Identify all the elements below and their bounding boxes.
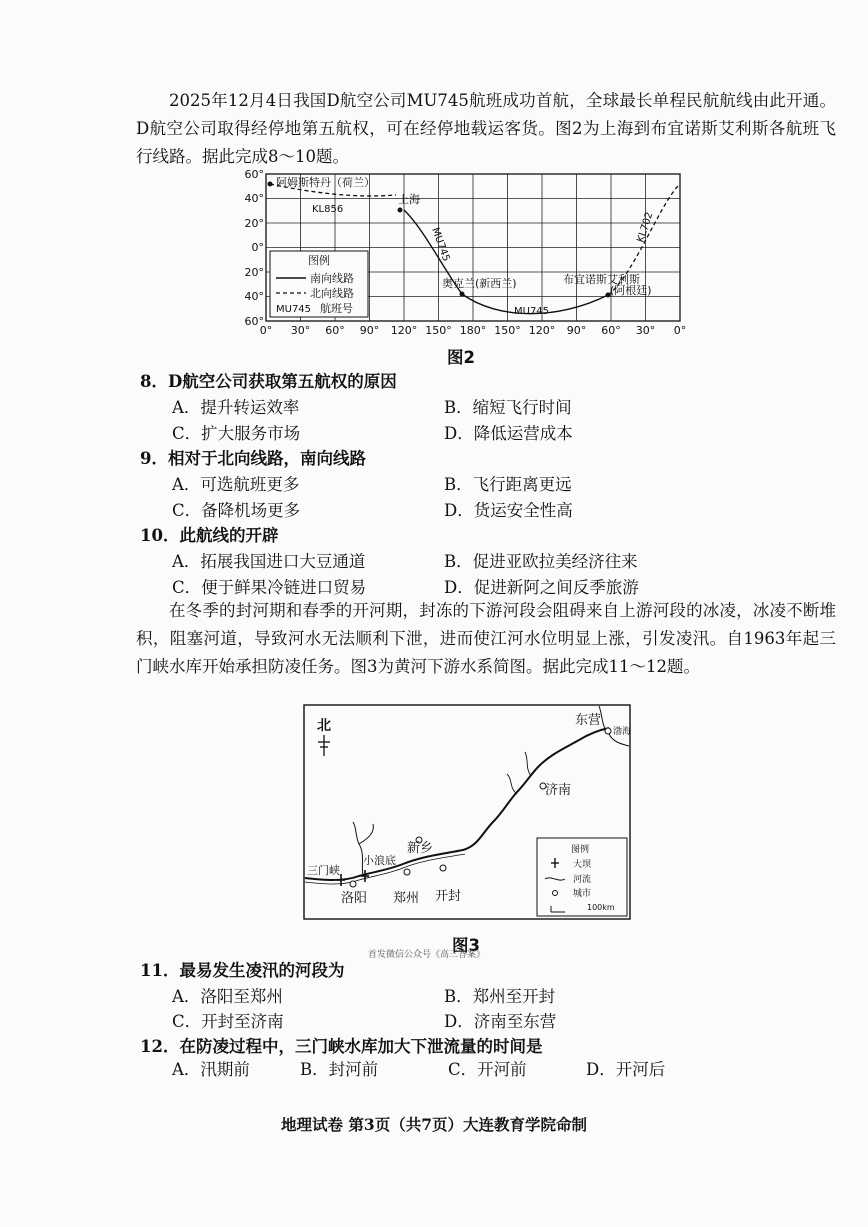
question-8-option-d[interactable]: D．降低运营成本: [444, 424, 573, 443]
question-10-option-c[interactable]: C．便于鲜果冷链进口贸易: [172, 578, 367, 597]
place-argentina: (阿根廷): [610, 284, 652, 297]
x-tick-label: 150°: [425, 324, 452, 337]
question-12-option-b[interactable]: B．封河前: [300, 1060, 379, 1079]
question-9-option-b[interactable]: B．飞行距离更远: [444, 475, 572, 494]
y-tick-label: 20°: [244, 217, 264, 230]
figure-2-legend: [270, 251, 368, 317]
city-xinxiang: 新乡: [407, 841, 434, 856]
city-dot-auckland: [460, 292, 465, 297]
x-tick-label: 0°: [673, 324, 687, 337]
question-10-stem: 10．此航线的开辟: [140, 526, 279, 545]
flight-kl702: KL702: [635, 210, 656, 244]
question-8-option-b[interactable]: B．缩短飞行时间: [444, 398, 572, 417]
question-10-option-a[interactable]: A．拓展我国进口大豆通道: [172, 552, 366, 571]
question-8-stem: 8．D航空公司获取第五航权的原因: [140, 372, 397, 391]
x-tick-label: 30°: [635, 324, 656, 337]
x-tick-label: 150°: [494, 324, 521, 337]
x-tick-label: 60°: [601, 324, 621, 337]
question-9-option-c[interactable]: C．备降机场更多: [172, 501, 301, 520]
legend-code-label: 航班号: [320, 302, 353, 315]
question-12-option-c[interactable]: C．开河前: [448, 1060, 527, 1079]
flight-kl856: KL856: [312, 204, 344, 215]
question-8-option-a[interactable]: A．提升转运效率: [172, 398, 300, 417]
city-luoyang: 洛阳: [341, 891, 368, 906]
page-footer: 地理试卷 第3页（共7页）大连教育学院命制: [281, 1115, 587, 1134]
y-tick-label: 0°: [251, 241, 264, 254]
x-tick-label: 120°: [390, 324, 418, 337]
legend-north-route: 北向线路: [310, 287, 354, 300]
question-11-option-b[interactable]: B．郑州至开封: [444, 987, 556, 1006]
city-zhengzhou: 郑州: [393, 891, 420, 906]
question-8-option-c[interactable]: C．扩大服务市场: [172, 424, 301, 443]
flight-mu745-label: MU745: [429, 226, 452, 263]
city-dot-shanghai: [398, 208, 403, 213]
question-11-option-c[interactable]: C．开封至济南: [172, 1012, 284, 1031]
intro-paragraph-2: 在冬季的封河期和春季的开河期，封冻的下游河段会阻碍来自上游河段的冰凌，冰凌不断堆积，阻塞河道，导致河水无法顺利下泄，进而使江河水位明显上涨，引发凌汛。自1963年起三门峡水库开始承担防凌任务。图3为黄河下游水系简图。据此完成11～12题。: [136, 601, 836, 676]
y-tick-label: 20°: [244, 266, 264, 279]
city-sanmenxia: 三门峡: [307, 864, 340, 877]
city-dongying: 东营: [575, 713, 602, 728]
y-tick-label: 40°: [244, 192, 264, 205]
figure-3-caption: 图3: [452, 936, 480, 955]
legend-scale: 100km: [587, 903, 615, 912]
question-12-option-d[interactable]: D．开河后: [586, 1060, 666, 1079]
x-tick-label: 90°: [359, 324, 380, 337]
question-11-stem: 11．最易发生凌汛的河段为: [140, 961, 345, 980]
x-tick-label: 90°: [566, 324, 587, 337]
legend-river: 河流: [573, 875, 592, 885]
city-dot-dongying: [605, 728, 611, 734]
city-dot-amsterdam: [268, 182, 273, 187]
city-dot-luoyang: [350, 881, 356, 887]
question-11-option-a[interactable]: A．洛阳至郑州: [172, 987, 283, 1006]
question-12-stem: 12．在防凌过程中，三门峡水库加大下泄流量的时间是: [140, 1037, 543, 1056]
watermark-text: 首发微信公众号《高三答案》: [368, 950, 486, 960]
figure-3-river-map: [303, 704, 631, 920]
legend-title: 图例: [308, 254, 330, 267]
x-tick-label: 60°: [325, 324, 345, 337]
legend-city: 城市: [573, 889, 592, 899]
city-xiaolangdi: 小浪底: [363, 854, 396, 867]
legend-title: 图例: [571, 845, 590, 855]
question-12-option-a[interactable]: A．汛期前: [172, 1060, 250, 1079]
question-9-option-d[interactable]: D．货运安全性高: [444, 501, 573, 520]
question-9-stem: 9．相对于北向线路，南向线路: [140, 449, 366, 468]
x-tick-label: 30°: [290, 324, 311, 337]
x-tick-label: 120°: [528, 324, 556, 337]
figure-2-route-map: [238, 168, 698, 340]
city-dot-kaifeng: [440, 865, 446, 871]
x-tick-label: 0°: [259, 324, 273, 337]
flight-mu745-label-2: MU745: [514, 306, 550, 317]
y-tick-label: 40°: [244, 290, 264, 303]
city-jinan: 济南: [545, 783, 572, 798]
intro-paragraph-1: 2025年12月4日我国D航空公司MU745航班成功首航，全球最长单程民航航线由此开通。D航空公司取得经停地第五航权，可在经停地载运客货。图2为上海到布宜诺斯艾利斯各航班飞行线路。据此完成8～10题。: [136, 91, 836, 166]
place-shanghai: 上海: [398, 193, 420, 206]
question-10-option-b[interactable]: B．促进亚欧拉美经济往来: [444, 552, 638, 571]
legend-south-route: 南向线路: [310, 272, 354, 285]
place-buenos-aires: 布宜诺斯艾利斯: [563, 273, 640, 286]
legend-dam: 大坝: [573, 860, 592, 870]
city-kaifeng: 开封: [435, 889, 462, 904]
y-tick-label: 60°: [244, 168, 264, 181]
x-tick-label: 180°: [459, 324, 487, 337]
north-label: 北: [317, 718, 331, 734]
y-tick-label: 60°: [244, 315, 264, 328]
figure-3-legend: [537, 838, 627, 916]
figure-2-caption: 图2: [447, 348, 475, 367]
legend-code-sample: MU745: [276, 304, 312, 315]
question-10-option-d[interactable]: D．促进新阿之间反季旅游: [444, 578, 639, 597]
place-amsterdam: 阿姆斯特丹（荷兰）: [276, 176, 375, 189]
place-auckland: 奥克兰(新西兰): [442, 277, 517, 290]
question-11-option-d[interactable]: D．济南至东营: [444, 1012, 557, 1031]
route-mu745-south: [404, 210, 608, 314]
sea-bohai: 渤海: [613, 727, 631, 737]
city-dot-zhengzhou: [404, 869, 410, 875]
question-9-option-a[interactable]: A．可选航班更多: [172, 475, 300, 494]
